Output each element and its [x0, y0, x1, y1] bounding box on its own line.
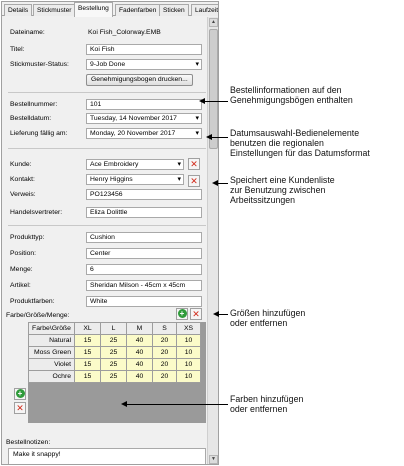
callout-colors	[230, 394, 303, 414]
tab-bestellung[interactable]: Bestellung	[74, 2, 113, 17]
grid-label: Farbe/Größe/Menge:	[6, 312, 70, 319]
produktfarben-field[interactable]: White	[86, 296, 202, 307]
handelsvertreter-field[interactable]: Eliza Dolittle	[86, 207, 202, 218]
tab-sticken[interactable]: Sticken	[159, 4, 189, 16]
tab-details[interactable]: Details	[4, 4, 32, 16]
print-approval-button[interactable]: Genehmigungsbogen drucken...	[86, 74, 193, 86]
grid-color-header[interactable]: Natural	[29, 335, 75, 347]
separator	[8, 92, 206, 93]
produktfarben-label: Produktfarben:	[10, 298, 55, 305]
titel-field[interactable]: Koi Fish	[86, 44, 202, 55]
callout-line	[205, 101, 228, 102]
callout-text: benutzen die regionalen	[230, 138, 324, 148]
grid-size-header[interactable]: XS	[177, 323, 201, 335]
callout-text: Genehmigungsbögen enthalten	[230, 95, 353, 105]
status-label: Stickmuster-Status:	[10, 61, 69, 68]
grid-size-header[interactable]: S	[153, 323, 177, 335]
grid-cell[interactable]: 15	[75, 359, 101, 371]
table-row	[29, 335, 201, 347]
vertical-scrollbar[interactable]	[207, 17, 218, 465]
scroll-down-icon[interactable]: ▼	[209, 455, 218, 464]
callout-text: oder entfernen	[230, 318, 288, 328]
menge-field[interactable]: 6	[86, 264, 202, 275]
bestellnummer-label: Bestellnummer:	[10, 101, 58, 108]
scroll-thumb[interactable]	[209, 29, 218, 149]
add-size-icon[interactable]: +	[176, 308, 188, 320]
menge-label: Menge:	[10, 266, 33, 273]
grid-size-header[interactable]: XL	[75, 323, 101, 335]
verweis-field[interactable]: PO123456	[86, 189, 202, 200]
grid-cell[interactable]: 40	[127, 371, 153, 383]
grid-cell[interactable]: 25	[101, 347, 127, 359]
order-form	[2, 17, 208, 465]
artikel-label: Artikel:	[10, 282, 31, 289]
titel-label: Titel:	[10, 46, 25, 53]
kontakt-label: Kontakt:	[10, 176, 35, 183]
delete-customer-icon[interactable]: ✕	[188, 158, 200, 170]
bestelldatum-label: Bestelldatum:	[10, 115, 52, 122]
grid-cell[interactable]: 10	[177, 335, 201, 347]
callout-text: Einstellungen für das Datumsformat	[230, 148, 370, 158]
callout-text: Bestellinformationen auf den	[230, 85, 342, 95]
tab-stickmuster[interactable]: Stickmuster	[33, 4, 75, 16]
callout-line	[212, 137, 228, 138]
grid-cell[interactable]: 25	[101, 335, 127, 347]
callout-line	[219, 314, 228, 315]
kunde-label: Kunde:	[10, 161, 32, 168]
table-row	[29, 359, 201, 371]
position-field[interactable]: Center	[86, 248, 202, 259]
grid-cell[interactable]: 20	[153, 335, 177, 347]
grid-cell[interactable]: 10	[177, 347, 201, 359]
scroll-up-icon[interactable]: ▲	[209, 18, 218, 27]
position-label: Position:	[10, 250, 37, 257]
callout-line	[218, 183, 228, 184]
grid-cell[interactable]: 10	[177, 371, 201, 383]
produkttyp-field[interactable]: Cushion	[86, 232, 202, 243]
grid-cell[interactable]: 20	[153, 359, 177, 371]
lieferung-picker[interactable]: Monday, 20 November 2017 ▾	[86, 128, 202, 139]
callout-text: Arbeitssitzungen	[230, 195, 296, 205]
grid-cell[interactable]: 25	[101, 359, 127, 371]
callout-order-info	[230, 85, 353, 105]
artikel-field[interactable]: Sheridan Milson - 45cm x 45cm	[86, 280, 202, 291]
separator	[8, 225, 206, 226]
grid-cell[interactable]: 40	[127, 335, 153, 347]
grid-color-header[interactable]: Ochre	[29, 371, 75, 383]
add-color-icon[interactable]: +	[14, 388, 26, 400]
bestellnummer-field[interactable]: 101	[86, 99, 202, 110]
dateiname-value: Koi Fish_Colorway.EMB	[88, 29, 161, 36]
produkttyp-label: Produkttyp:	[10, 234, 45, 241]
grid-corner-header: Farbe\Größe	[29, 323, 75, 335]
grid-cell[interactable]: 20	[153, 371, 177, 383]
callout-text: Größen hinzufügen	[230, 308, 306, 318]
separator	[8, 148, 206, 149]
order-properties-panel	[1, 1, 219, 465]
kunde-dropdown[interactable]: Ace Embroidery ▾	[86, 159, 184, 170]
grid-cell[interactable]: 10	[177, 359, 201, 371]
lieferung-label: Lieferung fällig am:	[10, 130, 68, 137]
remove-color-icon[interactable]: ✕	[14, 402, 26, 414]
grid-cell[interactable]: 15	[75, 371, 101, 383]
grid-color-header[interactable]: Violet	[29, 359, 75, 371]
bestelldatum-picker[interactable]: Tuesday, 14 November 2017 ▾	[86, 113, 202, 124]
grid-cell[interactable]: 20	[153, 347, 177, 359]
dateiname-label: Dateiname:	[10, 29, 45, 36]
callout-customer-list	[230, 175, 335, 205]
grid-cell[interactable]: 40	[127, 359, 153, 371]
callout-sizes	[230, 308, 305, 328]
kontakt-dropdown[interactable]: Henry Higgins ▾	[86, 174, 184, 185]
tab-fadenfarben[interactable]: Fadenfarben	[115, 4, 160, 16]
callout-date-pickers	[230, 128, 370, 158]
remove-size-icon[interactable]: ✕	[190, 308, 202, 320]
delete-contact-icon[interactable]: ✕	[188, 175, 200, 187]
callout-text: oder entfernen	[230, 404, 288, 414]
table-row	[29, 371, 201, 383]
grid-cell[interactable]: 25	[101, 371, 127, 383]
grid-cell[interactable]: 40	[127, 347, 153, 359]
notizen-textarea[interactable]: Make it snappy!	[8, 448, 206, 465]
verweis-label: Verweis:	[10, 191, 36, 198]
callout-text: Speichert eine Kundenliste	[230, 175, 335, 185]
status-dropdown[interactable]: 9-Job Done ▾	[86, 59, 202, 70]
tab-laufzeit[interactable]: Laufzeit	[191, 4, 219, 16]
grid-cell[interactable]: 15	[75, 335, 101, 347]
grid-cell[interactable]: 15	[75, 347, 101, 359]
grid-size-header[interactable]: M	[127, 323, 153, 335]
callout-text: Farben hinzufügen	[230, 394, 304, 404]
handelsvertreter-label: Handelsvertreter:	[10, 209, 63, 216]
grid-size-header[interactable]: L	[101, 323, 127, 335]
callout-line	[127, 404, 228, 405]
table-row	[29, 347, 201, 359]
callout-text: Datumsauswahl-Bedienelemente	[230, 128, 360, 138]
callout-text: zur Benutzung zwischen	[230, 185, 326, 195]
notizen-label: Bestellnotizen:	[6, 439, 51, 446]
color-size-quantity-grid	[28, 322, 206, 423]
tab-bar	[2, 2, 219, 16]
grid-color-header[interactable]: Moss Green	[29, 347, 75, 359]
